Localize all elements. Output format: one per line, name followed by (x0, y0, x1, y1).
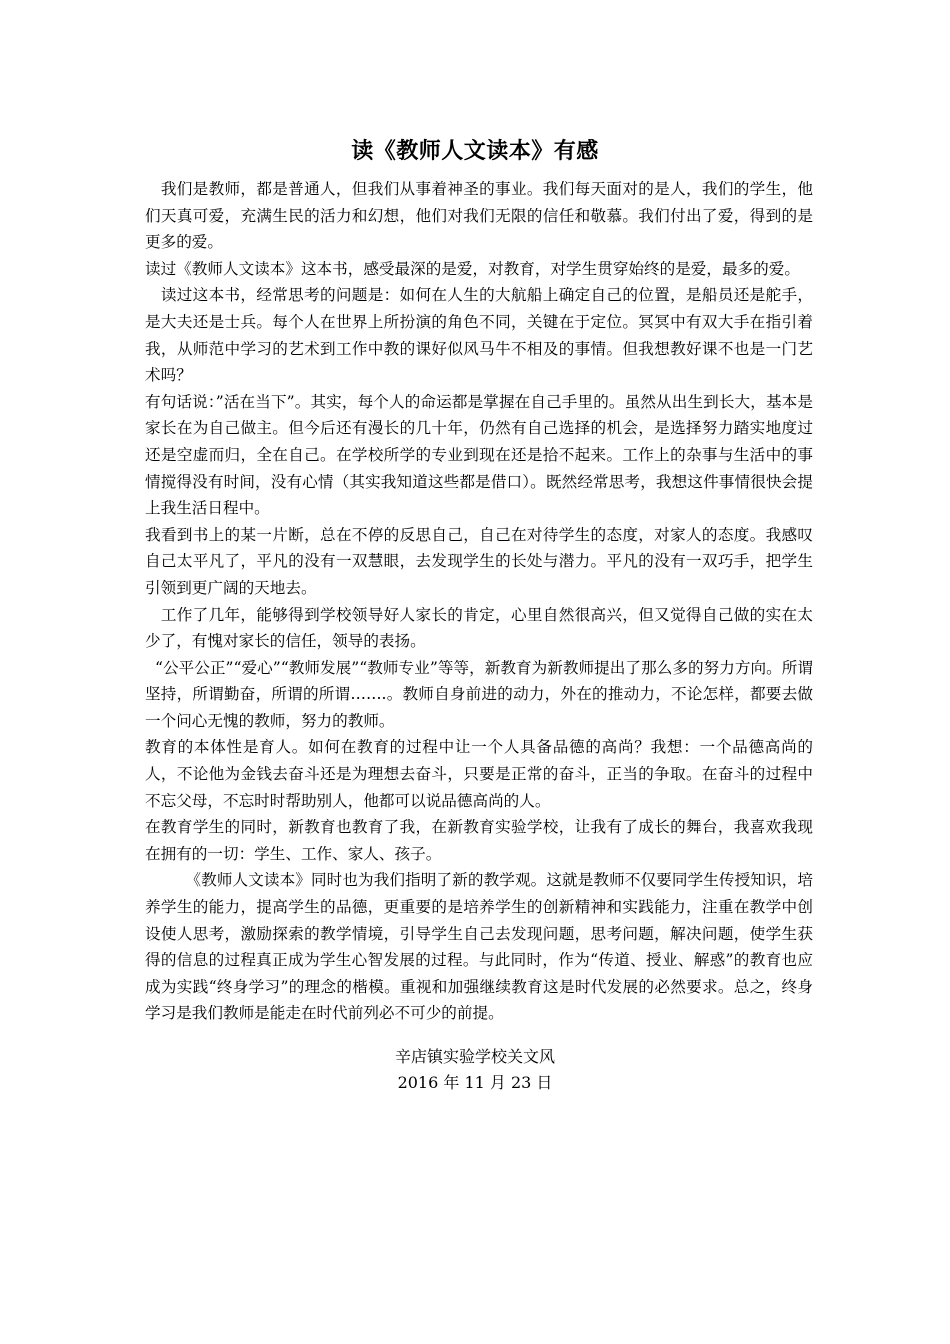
paragraph: 工作了几年，能够得到学校领导好人家长的肯定，心里自然很高兴，但又觉得自己做的实在太少了，有愧对家长的信任，领导的表扬。 (145, 605, 813, 651)
paragraph: 在教育学生的同时，新教育也教育了我，在新教育实验学校，让我有了成长的舞台，我喜欢我现在拥有的一切：学生、工作、家人、孩子。 (145, 818, 813, 863)
signature-block (0, 1044, 950, 1096)
paragraph: 《教师人文读本》同时也为我们指明了新的教学观。这就是教师不仅要同学生传授知识，培养学生的能力，提高学生的品德，更重要的是培养学生的创新精神和实践能力，注重在教学中创设使人思考，激励探索的教学情境，引导学生自己去发现问题，思考问题，解决问题，使学生获得的信息的过程真正成为学生心智发展的过程。与此同时，作为“传道、授业、解惑”的教育也应成为实践“终身学习”的理念的楷模。重视和加强继续教育这是时代发展的必然要求。总之，终身学习是我们教师是能走在时代前列必不可少的前提。 (145, 871, 813, 1023)
signature-date: 2016 年 11 月 23 日 (397, 1073, 553, 1092)
paragraph: 读过《教师人文读本》这本书，感受最深的是爱，对教育，对学生贯穿始终的是爱，最多的爱。 (145, 259, 800, 278)
paragraph: “公平公正”“爱心”“教师发展”“教师专业”等等，新教育为新教师提出了那么多的努力方向。所谓坚持，所谓勤奋，所谓的所谓…….。教师自身前进的动力，外在的推动力，不论怎样，都要去做一个问心无愧的教师，努力的教师。 (145, 658, 813, 730)
document-body (145, 176, 813, 1027)
paragraph: 我们是教师，都是普通人，但我们从事着神圣的事业。我们每天面对的是人，我们的学生，他们天真可爱，充满生民的活力和幻想，他们对我们无限的信任和敬慕。我们付出了爱，得到的是更多的爱。 (145, 180, 813, 252)
signature-author: 辛店镇实验学校关文风 (394, 1047, 555, 1066)
paragraph: 有句话说：”活在当下”。其实，每个人的命运都是掌握在自己手里的。虽然从出生到长大，基本是家长在为自己做主。但今后还有漫长的几十年，仍然有自己选择的机会，是选择努力踏实地度过还是空虚而归，全在自己。在学校所学的专业到现在还是拾不起来。工作上的杂事与生活中的事情搅得没有时间，没有心情（其实我知道这些都是借口）。既然经常思考，我想这件事情很快会提上我生活日程中。 (145, 392, 813, 518)
paragraph: 我看到书上的某一片断，总在不停的反思自己，自己在对待学生的态度，对家人的态度。我感叹自己太平凡了，平凡的没有一双慧眼，去发现学生的长处与潜力。平凡的没有一双巧手，把学生引领到更广阔的天地去。 (145, 525, 813, 597)
paragraph: 读过这本书，经常思考的问题是：如何在人生的大航船上确定自己的位置，是船员还是舵手，是大夫还是士兵。每个人在世界上所扮演的角色不同，关键在于定位。冥冥中有双大手在指引着我，从师范中学习的艺术到工作中教的课好似风马牛不相及的事情。但我想教好课不也是一门艺术吗？ (145, 286, 813, 385)
paragraph: 教育的本体性是育人。如何在教育的过程中让一个人具备品德的高尚？我想：一个品德高尚的人，不论他为金钱去奋斗还是为理想去奋斗，只要是正常的奋斗，正当的争取。在奋斗的过程中不忘父母，不忘时时帮助别人，他都可以说品德高尚的人。 (145, 738, 813, 810)
document-title: 读《教师人文读本》有感 (351, 139, 599, 164)
